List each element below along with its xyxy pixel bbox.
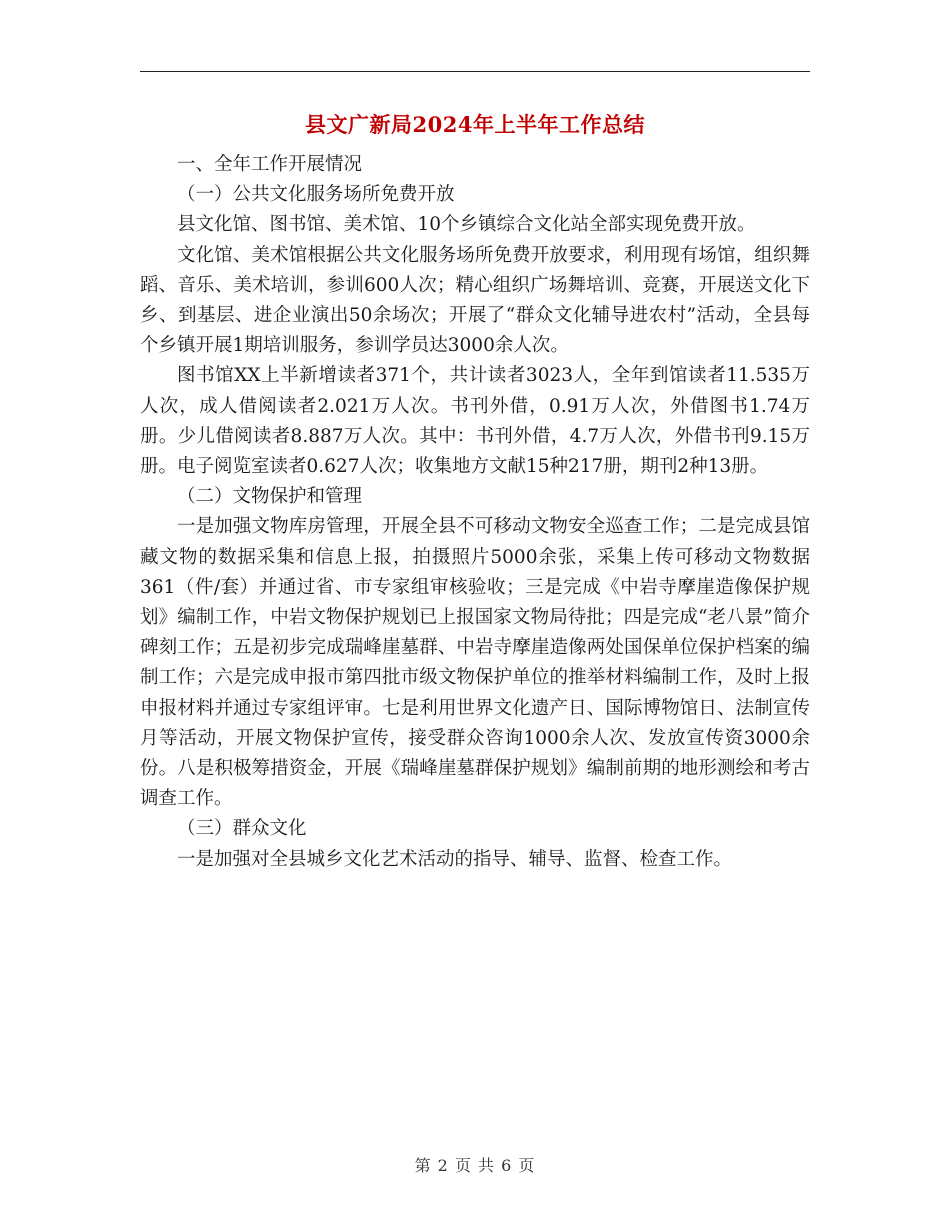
- section-heading: 一、全年工作开展情况: [177, 154, 363, 175]
- document-body: [140, 150, 810, 875]
- header-rule: [140, 71, 810, 72]
- document-title: 县文广新局2024年上半年工作总结: [305, 112, 645, 137]
- paragraph: 一是加强文物库房管理，开展全县不可移动文物安全巡查工作；二是完成县馆藏文物的数据采集和信息上报，拍摄照片5000余张，采集上传可移动文物数据361（件/套）并通过省、市专家组审核验收；三是完成《中岩寺摩崖造像保护规划》编制工作，中岩文物保护规划已上报国家文物局待批；四是完成“老八景”简介碑刻工作；五是初步完成瑞峰崖墓群、中岩寺摩崖造像两处国保单位保护档案的编制工作；六是完成申报市第四批市级文物保护单位的推举材料编制工作，及时上报申报材料并通过专家组评审。七是利用世界文化遗产日、国际博物馆日、法制宣传月等活动，开展文物保护宣传，接受群众咨询1000余人次、发放宣传资3000余份。八是积极筹措资金，开展《瑞峰崖墓群保护规划》编制前期的地形测绘和考古调查工作。: [140, 516, 810, 810]
- page-footer: [0, 1153, 950, 1176]
- page-number: 第 2 页 共 6 页: [414, 1156, 536, 1175]
- subsection-heading: （二）文物保护和管理: [177, 486, 363, 508]
- paragraph: 文化馆、美术馆根据公共文化服务场所免费开放要求，利用现有场馆，组织舞蹈、音乐、美术培训，参训600人次；精心组织广场舞培训、竞赛，开展送文化下乡、到基层、进企业演出50余场次；开展了“群众文化辅导进农村”活动，全县每个乡镇开展1期培训服务，参训学员达3000余人次。: [140, 244, 810, 357]
- subsection-heading: （三）群众文化: [177, 818, 307, 840]
- subsection-heading: （一）公共文化服务场所免费开放: [177, 184, 455, 206]
- paragraph: 图书馆XX上半新增读者371个，共计读者3023人，全年到馆读者11.535万人次，成人借阅读者2.021万人次。书刊外借，0.91万人次，外借图书1.74万册。少儿借阅读者8.887万人次。其中：书刊外借，4.7万人次，外借书刊9.15万册。电子阅览室读者0.627人次；收集地方文献15种217册，期刊2种13册。: [140, 365, 810, 478]
- paragraph: 县文化馆、图书馆、美术馆、10个乡镇综合文化站全部实现免费开放。: [177, 214, 756, 236]
- paragraph: 一是加强对全县城乡文化艺术活动的指导、辅导、监督、检查工作。: [177, 848, 733, 870]
